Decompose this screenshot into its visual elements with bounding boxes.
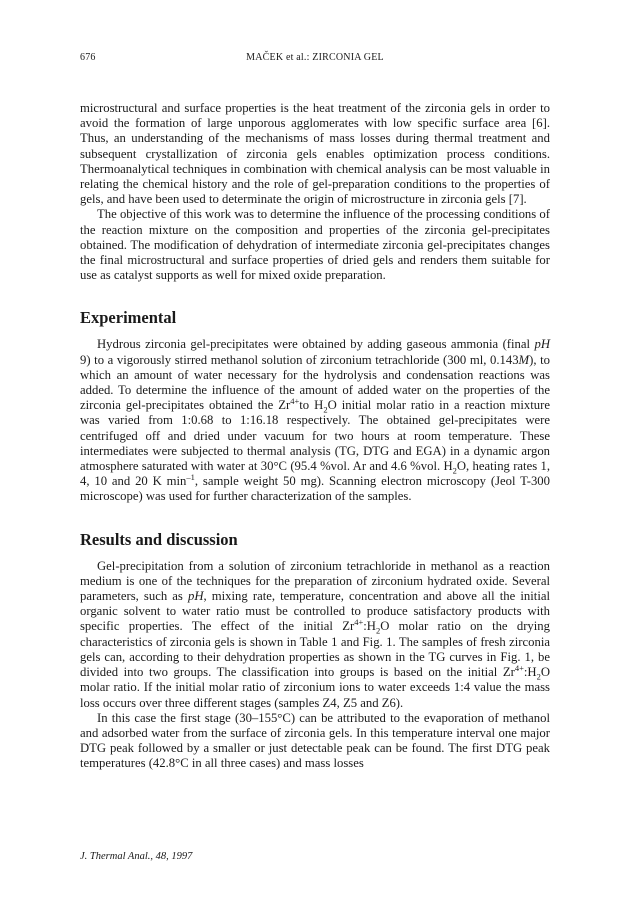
- paragraph-continued: microstructural and surface properties is the heat treatment of the zirconia gels in order to avoid the formation of large unporous agglomerates with low specific surface area [6]. Thus, an understanding of the mechanisms of mass losses during thermal treatment and subsequent crystallization of zirconia gels enables optimization process conditions. Thermoanalytical techniques in combination with chemical analysis can be most valuable in relating the chemical history and the role of gel-preparation conditions to the properties of gels, and have been used to determinate the origin of microstructure in zirconia gels [7].: [80, 101, 550, 207]
- running-title: MAČEK et al.: ZIRCONIA GEL: [246, 52, 384, 63]
- journal-citation-footer: J. Thermal Anal., 48, 1997: [80, 851, 193, 862]
- paragraph-experimental: Hydrous zirconia gel-precipitates were obtained by adding gaseous ammonia (final pH 9) to a vigorously stirred methanol solution of zirconium tetrachloride (300 ml, 0.143M), to which an amount of water necessary for the hydrolysis and condensation reactions was added. To determine the influence of the amount of added water on the properties of the zirconia gel-precipitates obtained the $Zr^{4+}to$ $H_2O$ initial molar ratio in a reaction mixture was varied from 1:0.68 to 1:16.18 respectively. The obtained gel-precipitates were centrifuged off and dried under vacuum for two hours at room temperature. These intermediates were subjected to thermal analysis (TG, DTG and EGA) in a dynamic argon atmosphere saturated with water at 30°C (95.4 %vol. Ar and 4.6 %vol. $H_2O$, heating rates 1, 4, 10 and 20 K $\min^{-1}$, sample weight 50 mg). Scanning electron microscopy (Jeol T-300 microscope) was used for further characterization of the samples.: [80, 337, 550, 504]
- article-body: [80, 101, 550, 772]
- running-head: [80, 52, 550, 68]
- section-heading-results: Results and discussion: [80, 529, 238, 549]
- page-number: 676: [80, 52, 96, 63]
- journal-page: [80, 52, 550, 772]
- paragraph-objective: The objective of this work was to determine the influence of the processing conditions of the reaction mixture on the composition and properties of the zirconia gel-precipitates obtained. The modification of dehydration of intermediate zirconia gel-precipitates changes the final microstructural and surface properties of dried gels and renders them suitable for use as catalyst supports as well for mixed oxide preparation.: [80, 207, 550, 283]
- paragraph-results-1: Gel-precipitation from a solution of zirconium tetrachloride in methanol as a reaction medium is one of the techniques for the preparation of zirconium hydrated oxide. Several parameters, such as pH, mixing rate, temperature, concentration and above all the initial organic solvent to water ratio must be controlled to produce satisfactory products with specific properties. The effect of the initial $Zr^{4+}:H_2O$ molar ratio on the drying characteristics of zirconia gels is shown in Table 1 and Fig. 1. The samples of fresh zirconia gels can, according to their dehydration properties as shown in the TG curves in Fig. 1, be divided into two groups. The classification into groups is based on the initial $Zr^{4+}:H_2O$ molar ratio. If the initial molar ratio of zirconium ions to water exceeds 1:4 value the mass loss occurs over three different stages (samples Z4, Z5 and Z6).: [80, 558, 550, 710]
- paragraph-results-2: In this case the first stage (30–155°C) can be attributed to the evaporation of methanol and adsorbed water from the surface of zirconia gels. In this temperature interval one major DTG peak followed by a smaller or just detectable peak can be found. The first DTG peak temperatures (42.8°C in all three cases) and mass losses: [80, 710, 550, 771]
- section-heading-experimental: Experimental: [80, 308, 177, 328]
